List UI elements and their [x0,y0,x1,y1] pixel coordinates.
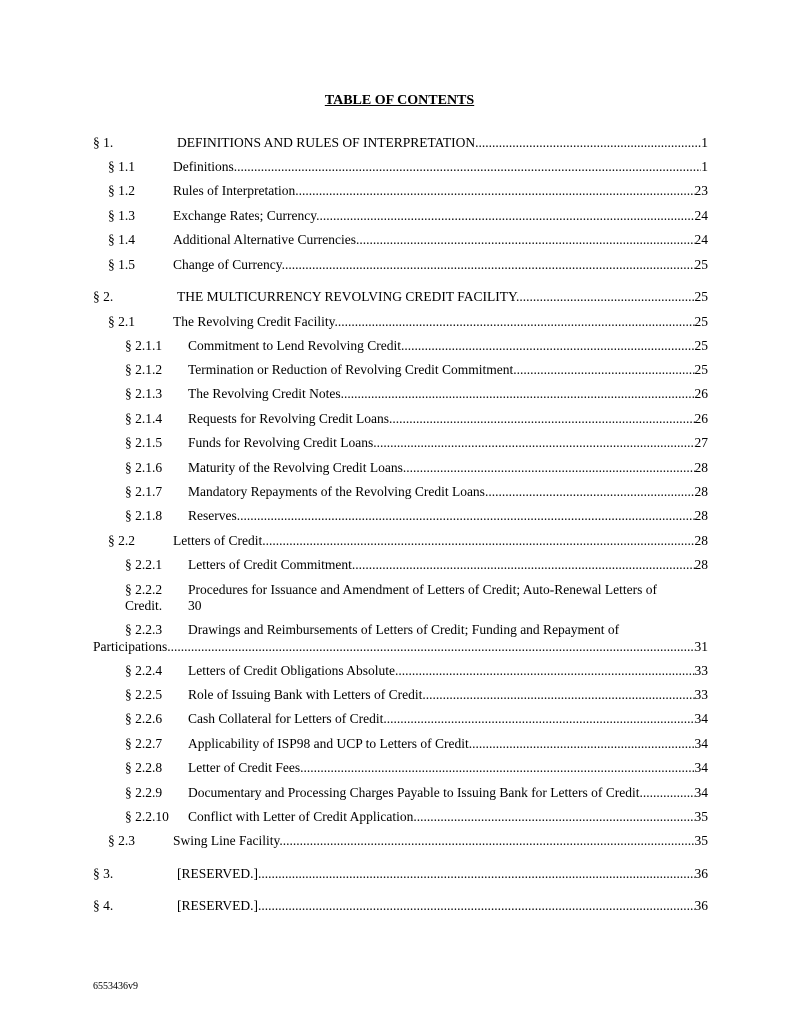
section-number: § 1.4 [108,232,135,247]
section-number: § 2.2.9 [125,785,163,800]
leader-dots [258,865,694,882]
section-title: Exchange Rates; Currency. [173,208,320,223]
section-title: Additional Alternative Currencies. [173,232,360,247]
page-number: 26 [694,386,708,401]
section-title: THE MULTICURRENCY REVOLVING CREDIT FACILITY. [177,289,520,304]
page-number: 33 [694,687,708,702]
page-number: 28 [694,533,708,548]
leader-dots [643,784,695,801]
page-number: 30 [188,598,202,613]
section-number: § 2.2.6 [125,711,163,726]
section-title: Letters of Credit Obligations Absolute. [188,663,399,678]
leader-dots [359,231,694,248]
page-number: 35 [694,809,708,824]
page-number: 24 [694,208,708,223]
page-number: 25 [694,362,708,377]
section-title: Documentary and Processing Charges Payable to Issuing Bank for Letters of Credit. [188,785,643,800]
leader-dots [406,459,694,476]
section-number: § 2.1.7 [125,484,163,499]
leader-dots [266,532,695,549]
section-number: § 2.1.5 [125,435,163,450]
section-title: [RESERVED.] [177,898,259,913]
page-number: 34 [694,736,708,751]
section-title: Letter of Credit Fees. [188,760,304,775]
page-number: 28 [694,460,708,475]
section-title: Cash Collateral for Letters of Credit. [188,711,387,726]
section-number: § 2.1.1 [125,338,163,353]
page-number: 25 [694,314,708,329]
page-number: 1 [701,135,708,150]
section-title: Change of Currency. [173,257,285,272]
section-number: § 4. [93,898,114,913]
page-number: 25 [694,257,708,272]
section-number: § 2.1.4 [125,411,163,426]
page-number: 26 [694,411,708,426]
section-title: Role of Issuing Bank with Letters of Credit. [188,687,426,702]
section-number: § 2.2.8 [125,760,163,775]
section-title-line2: Participations. [93,639,171,654]
section-number: § 2.2.7 [125,736,163,751]
section-number: § 1.2 [108,183,135,198]
leader-dots [426,686,695,703]
section-title: Mandatory Repayments of the Revolving Credit Loans. [188,484,489,499]
section-number: § 1.1 [108,159,135,174]
section-number: § 2.1.8 [125,508,163,523]
leader-dots [355,556,694,573]
section-title: Termination or Reduction of Revolving Credit Commitment. [188,362,517,377]
section-number: § 2.1 [108,314,135,329]
page-number: 27 [694,435,708,450]
section-title: Requests for Revolving Credit Loans. [188,411,393,426]
section-title: Reserves. [188,508,241,523]
section-number: § 2.2.1 [125,557,163,572]
section-number: § 1.5 [108,257,135,272]
section-title: The Revolving Credit Notes. [188,386,344,401]
section-title: DEFINITIONS AND RULES OF INTERPRETATION [177,135,476,150]
section-title-line1: Drawings and Reimbursements of Letters of Credit; Funding and Repayment of [188,622,620,637]
leader-dots [283,832,695,849]
leader-dots [303,759,694,776]
section-number: § 2.2.3 [125,622,163,637]
page-number: 28 [694,557,708,572]
section-title: Commitment to Lend Revolving Credit. [188,338,405,353]
leader-dots [237,158,701,175]
section-number: § 2.1.2 [125,362,163,377]
page-number: 35 [694,833,708,848]
section-title: Funds for Revolving Credit Loans. [188,435,377,450]
leader-dots [285,256,695,273]
section-title: Swing Line Facility. [173,833,283,848]
page-number: 36 [694,898,708,913]
page-number: 24 [694,232,708,247]
leader-dots [472,735,694,752]
page-number: 36 [694,866,708,881]
page-number: 28 [694,508,708,523]
page-number: 23 [694,183,708,198]
leader-dots [319,207,694,224]
leader-dots [377,434,695,451]
leader-dots [488,483,694,500]
page-title: TABLE OF CONTENTS [324,93,475,108]
section-title: [RESERVED.] [177,866,259,881]
section-number: § 2.1.6 [125,460,163,475]
page-number: 25 [694,289,708,304]
section-number: § 2. [93,289,114,304]
section-title: Definitions. [173,159,238,174]
page-number: 25 [694,338,708,353]
leader-dots [240,507,694,524]
section-number: § 2.2.10 [125,809,169,824]
section-title-line2: Credit. [125,598,163,613]
page-number: 34 [694,760,708,775]
section-number: § 2.2.4 [125,663,163,678]
page-number: 34 [694,711,708,726]
section-title: Maturity of the Revolving Credit Loans. [188,460,407,475]
section-title: Applicability of ISP98 and UCP to Letters of Credit. [188,736,473,751]
page-number: 28 [694,484,708,499]
section-number: § 2.1.3 [125,386,163,401]
leader-dots [404,337,694,354]
section-title: Rules of Interpretation. [173,183,299,198]
leader-dots [392,410,694,427]
section-number: § 1.3 [108,208,135,223]
leader-dots [344,385,695,402]
leader-dots [171,638,695,655]
leader-dots [519,288,694,305]
page-number: 1 [701,159,708,174]
section-number: § 3. [93,866,114,881]
leader-dots [387,710,695,727]
section-number: § 2.3 [108,833,135,848]
document-id-footer: 6553436v9 [93,981,138,992]
section-title: Conflict with Letter of Credit Application. [188,809,417,824]
section-title: The Revolving Credit Facility. [173,314,338,329]
leader-dots [475,134,701,151]
section-title: Letters of Credit Commitment. [188,557,356,572]
leader-dots [517,361,695,378]
leader-dots [338,313,695,330]
section-number: § 2.2.2 [125,582,163,597]
section-number: § 2.2.5 [125,687,163,702]
leader-dots [258,897,694,914]
leader-dots [417,808,695,825]
leader-dots [299,182,695,199]
page-number: 34 [694,785,708,800]
leader-dots [398,662,694,679]
section-title-line1: Procedures for Issuance and Amendment of Letters of Credit; Auto-Renewal Letters of [188,582,657,597]
page-number: 33 [694,663,708,678]
section-number: § 2.2 [108,533,135,548]
section-number: § 1. [93,135,114,150]
section-title: Letters of Credit. [173,533,266,548]
page-number: 31 [694,639,708,654]
